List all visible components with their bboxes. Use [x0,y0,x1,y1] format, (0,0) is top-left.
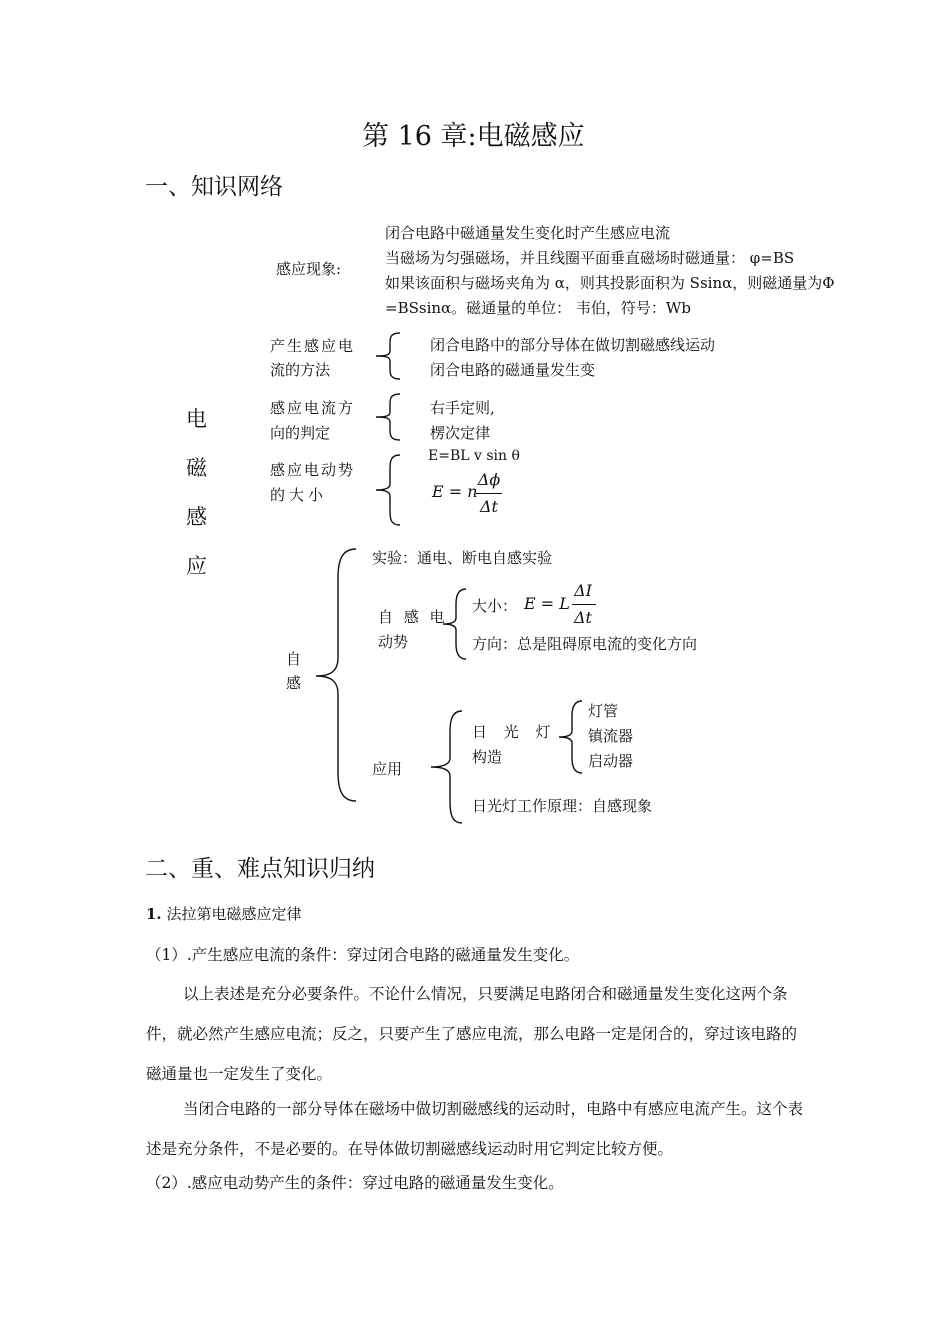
lamp-part: 镇流器 [588,727,634,745]
self-emf-label: 动势 [378,633,409,651]
self-emf-label: 自 感 电 [378,608,448,626]
paragraph: 以上表述是充分必要条件。不论什么情况，只要满足电路闭合和磁通量发生变化这两个条件，就必然产生感应电流；反之，只要产生了感应电流，那么电路一定是闭合的，穿过该电路的磁通量也一定发生了变化。 [146,985,798,1083]
section-heading-key-points: 二、重、难点知识归纳 [145,856,375,882]
lamp-label: 日 光 灯 [472,723,557,741]
emf-label: 的大小 [270,486,328,504]
method-label: 流的方法 [270,361,331,379]
lamp-label: 构造 [472,748,503,766]
left-brace-icon [556,700,584,774]
phenomenon-line: 如果该面积与磁场夹角为 α，则其投影面积为 Ssinα，则磁通量为Φ [385,274,835,292]
emf-formula-blv: E=BL v sin θ [428,448,520,464]
paragraph: 当闭合电路的一部分导体在磁场中做切割磁感线的运动时，电路中有感应电流产生。这个表述是充分条件，不是必要的。在导体做切割磁感线运动时用它判定比较方便。 [146,1100,804,1158]
subsection-number: 1. [146,905,162,923]
vertical-title-char: 电 [186,407,207,431]
self-induction-label: 感 [286,674,302,692]
phenomenon-line: 闭合电路中磁通量发生变化时产生感应电流 [385,224,671,242]
emf-label: 感应电动势 [270,461,356,479]
left-brace-icon [312,548,358,802]
subsection-heading [146,902,301,927]
emf-fraction-denominator: Δt [480,497,498,516]
method-label: 产生感应电 [270,337,356,355]
page-title: 第 16 章:电磁感应 [362,121,585,152]
self-emf-direction: 方向：总是阻碍原电流的变化方向 [472,635,698,653]
section-heading-knowledge-network: 一、知识网络 [145,174,283,200]
direction-label: 向的判定 [270,424,331,442]
method-item: 闭合电路的磁通量发生变 [430,361,596,379]
self-emf-size-label: 大小： [472,597,518,615]
direction-item: 楞次定律 [430,424,491,442]
left-brace-icon [372,393,402,441]
vertical-title-char: 磁 [186,456,207,480]
self-induction-label: 自 [286,650,302,668]
paragraph: （1）.产生感应电流的条件：穿过闭合电路的磁通量发生变化。 [146,946,580,964]
left-brace-icon [372,454,402,526]
vertical-title-char: 应 [186,554,207,578]
self-emf-fraction-numerator: ΔI [574,581,592,600]
emf-formula-lhs: E = n [432,482,478,501]
fraction-bar [476,493,502,494]
lamp-principle: 日光灯工作原理：自感现象 [472,797,653,815]
self-emf-formula-lhs: E = L [524,594,570,613]
direction-item: 右手定则, [430,399,495,417]
direction-label: 感应电流方 [270,399,356,417]
self-emf-fraction-denominator: Δt [574,608,592,627]
phenomenon-line: 当磁场为匀强磁场，并且线圈平面垂直磁场时磁通量： φ=BS [385,249,795,267]
method-item: 闭合电路中的部分导体在做切割磁感线运动 [430,336,716,354]
left-brace-icon [372,332,402,380]
phenomenon-line: =BSsinα。磁通量的单位： 韦伯，符号：Wb [385,299,691,317]
fraction-bar [572,604,596,605]
paragraph: （2）.感应电动势产生的条件：穿过电路的磁通量发生变化。 [146,1174,564,1192]
left-brace-icon [440,588,468,660]
lamp-part: 启动器 [588,752,634,770]
phenomenon-label: 感应现象: [276,260,342,278]
left-brace-icon [428,710,464,824]
self-induction-experiment: 实验：通电、断电自感实验 [372,549,553,567]
application-label: 应用 [372,760,403,778]
emf-fraction-numerator: Δϕ [477,470,501,489]
subsection-title: 法拉第电磁感应定律 [161,905,302,923]
vertical-title-char: 感 [186,505,207,529]
lamp-part: 灯管 [588,702,619,720]
